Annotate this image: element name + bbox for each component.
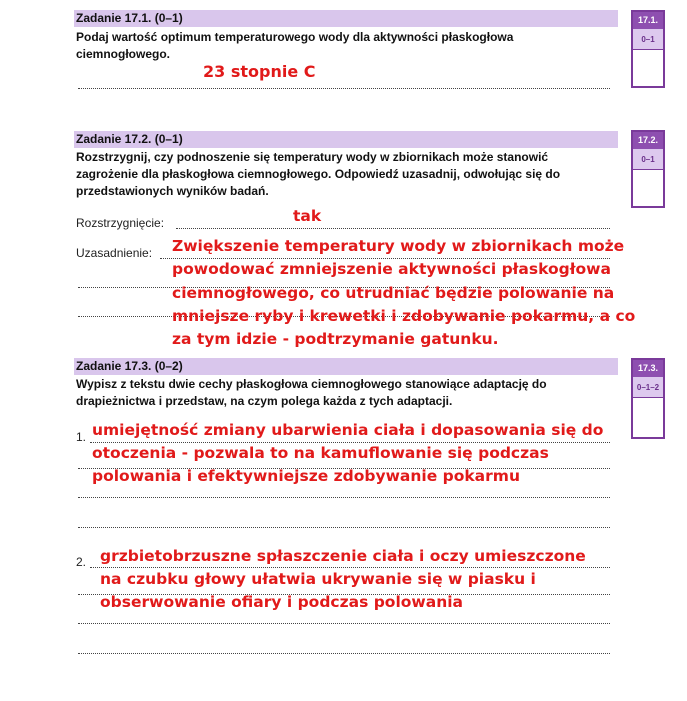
item-2-line: obserwowanie ofiary i podczas polowania (100, 593, 464, 611)
answer-line (78, 527, 610, 528)
score-code: 17.2. (633, 132, 663, 149)
score-code: 17.1. (633, 12, 663, 29)
score-box-17-1 (631, 10, 665, 88)
score-scale: 0–1 (633, 29, 663, 50)
score-box-17-3 (631, 358, 665, 439)
score-field[interactable] (633, 170, 663, 206)
item-1-line: polowania i efektywniejsze zdobywanie pokarmu (92, 467, 520, 485)
item-1-line: otoczenia - pozwala to na kamuflowanie się podczas (92, 444, 549, 462)
task-17-1-answer: 23 stopnie C (203, 62, 316, 81)
justification-line: ciemnogłowego, co utrudniać będzie polowanie na (172, 284, 615, 302)
item-1-line: umiejętność zmiany ubarwienia ciała i dopasowania się do (92, 421, 604, 439)
score-code: 17.3. (633, 360, 663, 377)
justification-line: Zwiększenie temperatury wody w zbiornikach może (172, 237, 625, 255)
item-2-line: na czubku głowy ułatwia ukrywanie się w piasku i (100, 570, 536, 588)
item-2-number: 2. (76, 555, 87, 569)
task-17-1-header: Zadanie 17.1. (0–1) (74, 10, 618, 27)
task-17-2-header: Zadanie 17.2. (0–1) (74, 131, 618, 148)
justification-line: za tym idzie - podtrzymanie gatunku. (172, 330, 499, 348)
answer-line (78, 623, 610, 624)
score-field[interactable] (633, 50, 663, 86)
answer-line (176, 228, 610, 229)
justification-label: Uzasadnienie: (76, 246, 153, 260)
answer-line (78, 653, 610, 654)
score-field[interactable] (633, 398, 663, 436)
justification-line: powodować zmniejszenie aktywności płaskogłowa (172, 260, 611, 278)
score-box-17-2 (631, 130, 665, 208)
task-17-2-question: Rozstrzygnij, czy podnoszenie się temperatury wody w zbiornikach może stanowić zagrożenie dla płaskogłowa ciemnogłowego. Odpowiedź uzasadnij, odwołując się do przedstawionych wyników badań. (76, 150, 561, 198)
score-scale: 0–1 (633, 149, 663, 170)
resolution-label: Rozstrzygnięcie: (76, 216, 165, 230)
item-1-number: 1. (76, 430, 87, 444)
task-17-3-header: Zadanie 17.3. (0–2) (74, 358, 618, 375)
task-17-1-question: Podaj wartość optimum temperaturowego wody dla aktywności płaskogłowa ciemnogłowego. (76, 30, 514, 61)
resolution-answer: tak (293, 207, 322, 225)
task-17-3-question: Wypisz z tekstu dwie cechy płaskogłowa ciemnogłowego stanowiące adaptację do drapieżnictwa i przedstaw, na czym polega każda z tych adaptacji. (76, 377, 547, 408)
answer-line (78, 497, 610, 498)
answer-line (78, 88, 610, 89)
justification-line: mniejsze ryby i krewetki i zdobywanie pokarmu, a co (172, 307, 636, 325)
item-2-line: grzbietobrzuszne spłaszczenie ciała i oczy umieszczone (100, 547, 586, 565)
score-scale: 0–1–2 (633, 377, 663, 398)
